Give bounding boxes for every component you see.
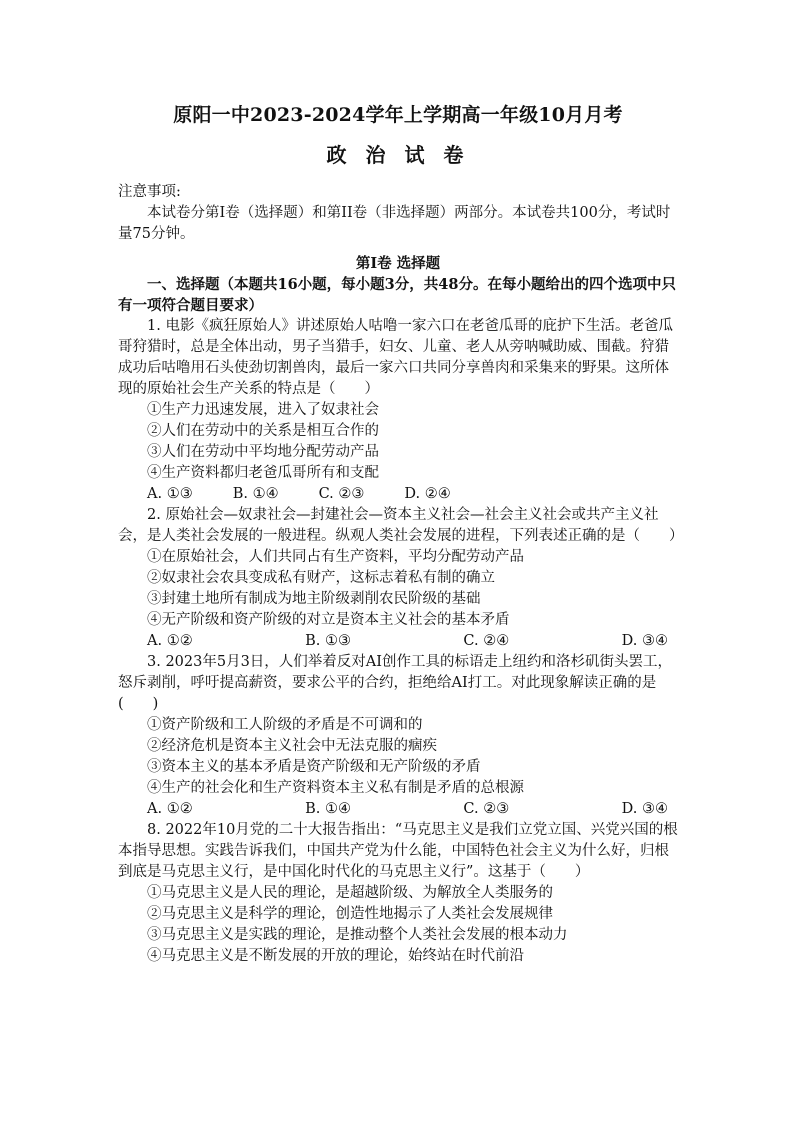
question-option: ④无产阶级和资产阶级的对立是资本主义社会的基本矛盾 <box>147 612 510 628</box>
question-option: ④马克思主义是不断发展的开放的理论，始终站在时代前沿 <box>147 948 524 964</box>
question-option: ③马克思主义是实践的理论，是推动整个人类社会发展的根本动力 <box>147 927 568 943</box>
question-option: ④生产的社会化和生产资料资本主义私有制是矛盾的总根源 <box>147 780 524 796</box>
question-stem: 8. 2022年10月党的二十大报告指出：“马克思主义是我们立党立国、兴党兴国的根本指导思想。实践告诉我们，中国共产党为什么能，中国特色社会主义为什么好，归根到底是马克思主义行，是中国化时代化的马克思主义行”。这基于（ ） <box>118 822 678 880</box>
choice-c: C. ②③ <box>318 486 365 502</box>
question-option: ③资本主义的基本矛盾是资产阶级和无产阶级的矛盾 <box>147 759 481 775</box>
question-8 <box>118 820 678 967</box>
question-stem: 1. 电影《疯狂原始人》讲述原始人咕噜一家六口在老爸瓜哥的庇护下生活。老爸瓜哥狩猎时，总是全体出动，男子当猎手，妇女、儿童、老人从旁呐喊助威、围截。狩猎成功后咕噜用石头使劲切割兽肉，最后一家六口共同分享兽肉和采集来的野果。这所体现的原始社会生产关系的特点是（ ） <box>118 318 673 397</box>
question-option: ③人们在劳动中平均地分配劳动产品 <box>147 444 379 460</box>
question-option: ③封建土地所有制成为地主阶级剥削农民阶级的基础 <box>147 591 481 607</box>
question-option: ①马克思主义是人民的理论，是超越阶级、为解放全人类服务的 <box>147 885 553 901</box>
answer-choices <box>118 799 678 820</box>
choice-d: D. ②④ <box>404 486 451 502</box>
choice-a: A. ①② <box>147 801 193 817</box>
exam-page <box>118 100 684 967</box>
answer-choices <box>118 484 678 505</box>
notes-heading: 注意事项: <box>118 184 181 200</box>
choice-b: B. ①③ <box>305 633 351 649</box>
question-option: ①生产力迅速发展，进入了奴隶社会 <box>147 402 379 418</box>
choice-d: D. ③④ <box>621 633 668 649</box>
choice-a: A. ①② <box>147 633 193 649</box>
exam-subtitle: 政 治 试 卷 <box>326 143 470 167</box>
answer-choices <box>118 631 678 652</box>
question-option: ①资产阶级和工人阶级的矛盾是不可调和的 <box>147 717 423 733</box>
question-option: ②奴隶社会农具变成私有财产，这标志着私有制的确立 <box>147 570 495 586</box>
notes-text: 本试卷分第I卷（选择题）和第II卷（非选择题）两部分。本试卷共100分，考试时量75分钟。 <box>118 205 671 242</box>
choice-b: B. ①④ <box>232 486 279 502</box>
section-instructions: 一、选择题（本题共16小题，每小题3分，共48分。在每小题给出的四个选项中只有一项符合题目要求） <box>118 276 676 314</box>
question-option: ②人们在劳动中的关系是相互合作的 <box>147 423 379 439</box>
question-option: ④生产资料都归老爸瓜哥所有和支配 <box>147 465 379 481</box>
choice-c: C. ②④ <box>463 633 510 649</box>
choice-c: C. ②③ <box>463 801 510 817</box>
question-stem: 2. 原始社会—奴隶社会—封建社会—资本主义社会—社会主义社会或共产主义社会，是人类社会发展的一般进程。纵观人类社会发展的进程，下列表述正确的是（ ） <box>118 507 684 544</box>
question-stem: 3. 2023年5月3日，人们举着反对AI创作工具的标语走上纽约和洛杉矶街头罢工，怒斥剥削，呼吁提高薪资，要求公平的合约，拒绝给AI打工。对此现象解读正确的是( ) <box>118 654 672 712</box>
choice-b: B. ①④ <box>305 801 351 817</box>
question-1 <box>118 316 678 505</box>
question-option: ②马克思主义是科学的理论，创造性地揭示了人类社会发展规律 <box>147 906 553 922</box>
section-heading: 第I卷 选择题 <box>355 255 441 272</box>
choice-d: D. ③④ <box>621 801 668 817</box>
question-2 <box>118 505 684 652</box>
question-3 <box>118 652 678 820</box>
question-option: ①在原始社会，人们共同占有生产资料，平均分配劳动产品 <box>147 549 524 565</box>
exam-title: 原阳一中2023-2024学年上学期高一年级10月月考 <box>173 104 623 126</box>
question-option: ②经济危机是资本主义社会中无法克服的痼疾 <box>147 738 437 754</box>
choice-a: A. ①③ <box>147 486 193 502</box>
